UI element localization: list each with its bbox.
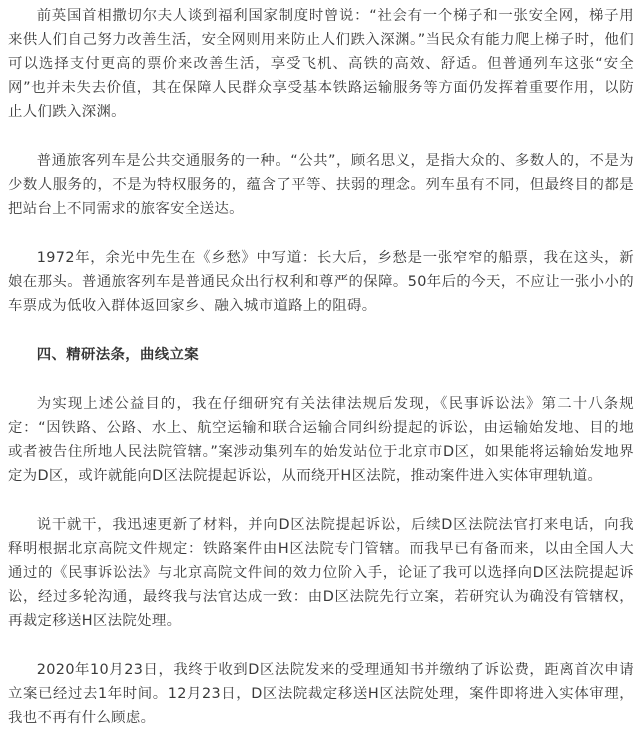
paragraph-safety-net: 前英国首相撒切尔夫人谈到福利国家制度时曾说：“社会有一个梯子和一张安全网，梯子用来供人们自己努力改善生活，安全网则用来防止人们跌入深渊。”当民众有能力爬上梯子时，他们可以选择支付更高的票价来改善生活，享受飞机、高铁的高效、舒适。但普通列车这张“安全网”也并未失去价值，其在保障人民群众享受基本铁路运输服务等方面仍发挥着重要作用，以防止人们跌入深渊。 [8, 8, 634, 120]
section-heading: 四、精研法条，曲线立案 [36, 347, 199, 363]
paragraph-acceptance: 2020年10月23日，我终于收到D区法院发来的受理通知书并缴纳了诉讼费，距离首次申请立案已经过去1年时间。12月23日，D区法院裁定移送H区法院处理，案件即将进入实体审理，我也不再有什么顾虑。 [8, 662, 634, 726]
paragraph-filing: 说干就干，我迅速更新了材料，并向D区法院提起诉讼，后续D区法院法官打来电话，向我释明根据北京高院文件规定：铁路案件由H区法院专门管辖。而我早已有备而来，以由全国人大通过的《民事诉讼法》与北京高院文件间的效力位阶入手，论证了我可以选择向D区法院提起诉讼，经过多轮沟通，最终我与法官达成一致：由D区法院先行立案，若研究认为确没有管辖权，再裁定移送H区法院处理。 [8, 517, 634, 629]
paragraph-public-service: 普通旅客列车是公共交通服务的一种。“公共”，顾名思义，是指大众的、多数人的，不是为少数人服务的，不是为特权服务的，蕴含了平等、扶弱的理念。列车虽有不同，但最终目的都是把站台上不同需求的旅客安全送达。 [8, 153, 634, 217]
paragraph-nostalgia: 1972年，余光中先生在《乡愁》中写道：长大后，乡愁是一张窄窄的船票，我在这头，新娘在那头。普通旅客列车是普通民众出行权利和尊严的保障。50年后的今天，不应让一张小小的车票成为低收入群体返回家乡、融入城市道路上的阻碍。 [8, 250, 634, 314]
paragraph-legal-research: 为实现上述公益目的，我在仔细研究有关法律法规后发现，《民事诉讼法》第二十八条规定：“因铁路、公路、水上、航空运输和联合运输合同纠纷提起的诉讼，由运输始发地、目的地或者被告住所地人民法院管辖。”案涉动集列车的始发站位于北京市D区，如果能将运输始发地界定为D区，或许就能向D区法院提起诉讼，从而绕开H区法院，推动案件进入实体审理轨道。 [8, 396, 634, 484]
